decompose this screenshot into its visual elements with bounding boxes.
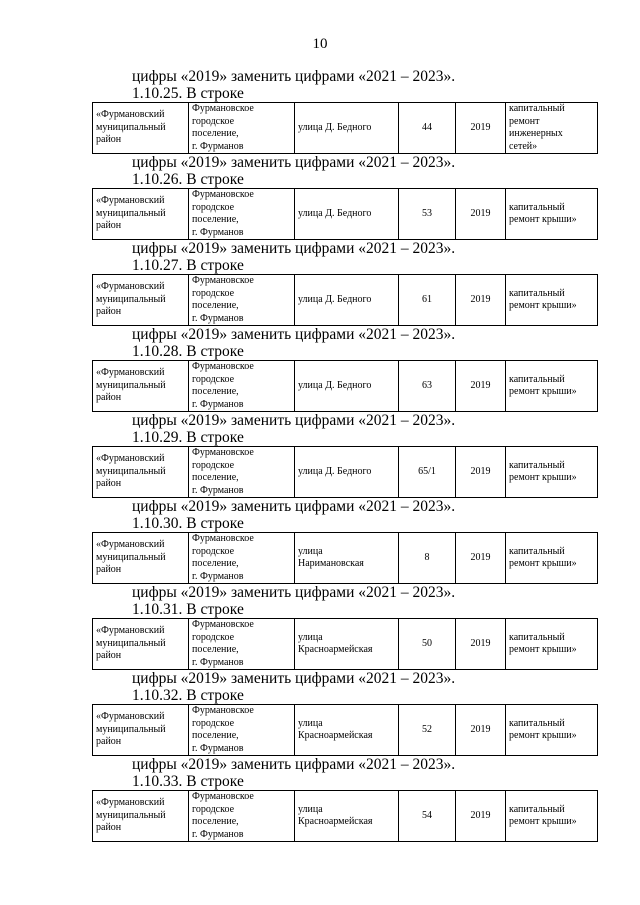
work-cell <box>506 533 598 584</box>
settlement-cell <box>189 103 295 154</box>
work-line: ремонт крыши» <box>509 386 577 397</box>
replace-instruction: цифры «2019» заменить цифрами «2021 – 2023». <box>132 412 456 429</box>
work-line: капитальный <box>509 287 565 299</box>
district-line: район <box>96 134 122 146</box>
district-line: «Фурмановский <box>96 109 165 121</box>
street-cell <box>295 103 399 154</box>
district-line: муниципальный <box>96 207 166 219</box>
street-cell <box>295 361 399 412</box>
work-line: ремонт крыши» <box>509 214 577 225</box>
district-line: «Фурмановский <box>96 797 165 809</box>
work-line: инженерных <box>509 128 563 139</box>
house-cell: 50 <box>399 619 456 670</box>
district-cell <box>93 705 189 756</box>
settlement-line: Фурмановское <box>192 447 254 458</box>
settlement-line: Фурмановское <box>192 533 254 544</box>
street-cell <box>295 791 399 842</box>
settlement-cell <box>189 189 295 240</box>
year-cell: 2019 <box>456 189 506 240</box>
settlement-line: Фурмановское <box>192 705 254 716</box>
street-line: улица <box>298 545 323 557</box>
district-line: муниципальный <box>96 379 166 391</box>
street-line: Красноармейская <box>298 816 373 827</box>
work-line: ремонт крыши» <box>509 472 577 483</box>
table-row <box>92 790 598 842</box>
settlement-line: городское <box>192 803 235 815</box>
section-heading: 1.10.29. В строке <box>132 429 244 446</box>
work-cell <box>506 103 598 154</box>
settlement-cell <box>189 275 295 326</box>
district-line: «Фурмановский <box>96 453 165 465</box>
settlement-line: г. Фурманов <box>192 656 244 668</box>
district-cell <box>93 103 189 154</box>
district-line: «Фурмановский <box>96 711 165 723</box>
street-line: Красноармейская <box>298 730 373 741</box>
settlement-line: поселение, <box>192 730 239 741</box>
street-line: улица Д. Бедного <box>298 121 372 133</box>
replace-instruction: цифры «2019» заменить цифрами «2021 – 2023». <box>132 240 456 257</box>
work-line: ремонт крыши» <box>509 730 577 741</box>
settlement-line: поселение, <box>192 128 239 139</box>
settlement-line: г. Фурманов <box>192 828 244 840</box>
district-line: район <box>96 650 122 662</box>
section-heading: 1.10.33. В строке <box>132 773 244 790</box>
work-line: ремонт крыши» <box>509 558 577 569</box>
district-line: «Фурмановский <box>96 367 165 379</box>
year-cell: 2019 <box>456 103 506 154</box>
house-cell: 8 <box>399 533 456 584</box>
section-heading: 1.10.32. В строке <box>132 687 244 704</box>
settlement-line: поселение, <box>192 472 239 483</box>
settlement-line: городское <box>192 115 235 127</box>
settlement-cell <box>189 619 295 670</box>
work-line: капитальный <box>509 459 565 471</box>
district-cell <box>93 533 189 584</box>
settlement-line: городское <box>192 287 235 299</box>
settlement-cell <box>189 705 295 756</box>
settlement-line: поселение, <box>192 558 239 569</box>
table-row <box>92 704 598 756</box>
district-line: район <box>96 822 122 834</box>
house-cell: 65/1 <box>399 447 456 498</box>
replace-instruction: цифры «2019» заменить цифрами «2021 – 2023». <box>132 584 456 601</box>
work-cell <box>506 361 598 412</box>
house-cell: 54 <box>399 791 456 842</box>
district-line: муниципальный <box>96 809 166 821</box>
settlement-line: городское <box>192 373 235 385</box>
work-line: капитальный <box>509 201 565 213</box>
district-cell <box>93 361 189 412</box>
district-line: район <box>96 306 122 318</box>
replace-instruction: цифры «2019» заменить цифрами «2021 – 2023». <box>132 498 456 515</box>
district-line: «Фурмановский <box>96 195 165 207</box>
district-line: муниципальный <box>96 723 166 735</box>
work-line: капитальный <box>509 803 565 815</box>
settlement-line: г. Фурманов <box>192 226 244 238</box>
district-line: район <box>96 564 122 576</box>
street-cell <box>295 189 399 240</box>
year-cell: 2019 <box>456 705 506 756</box>
work-line: ремонт крыши» <box>509 300 577 311</box>
settlement-line: Фурмановское <box>192 189 254 200</box>
settlement-cell <box>189 447 295 498</box>
document-body <box>92 68 580 842</box>
district-line: муниципальный <box>96 551 166 563</box>
year-cell: 2019 <box>456 619 506 670</box>
section-heading: 1.10.27. В строке <box>132 257 244 274</box>
settlement-line: Фурмановское <box>192 103 254 114</box>
district-line: «Фурмановский <box>96 539 165 551</box>
street-line: улица Д. Бедного <box>298 379 372 391</box>
house-cell: 53 <box>399 189 456 240</box>
district-line: муниципальный <box>96 465 166 477</box>
work-line: ремонт крыши» <box>509 816 577 827</box>
work-cell <box>506 791 598 842</box>
settlement-line: городское <box>192 631 235 643</box>
street-line: улица Д. Бедного <box>298 207 372 219</box>
settlement-line: городское <box>192 545 235 557</box>
settlement-cell <box>189 361 295 412</box>
settlement-line: г. Фурманов <box>192 140 244 152</box>
work-line: сетей» <box>509 140 538 152</box>
district-line: «Фурмановский <box>96 625 165 637</box>
district-line: муниципальный <box>96 637 166 649</box>
settlement-line: Фурмановское <box>192 361 254 372</box>
district-line: муниципальный <box>96 121 166 133</box>
street-line: улица Д. Бедного <box>298 293 372 305</box>
street-line: улица <box>298 717 323 729</box>
settlement-line: Фурмановское <box>192 275 254 286</box>
district-line: муниципальный <box>96 293 166 305</box>
house-cell: 61 <box>399 275 456 326</box>
settlement-line: поселение, <box>192 386 239 397</box>
work-cell <box>506 619 598 670</box>
work-line: капитальный <box>509 373 565 385</box>
work-cell <box>506 275 598 326</box>
street-line: улица <box>298 803 323 815</box>
street-line: Наримановская <box>298 558 364 569</box>
street-cell <box>295 619 399 670</box>
year-cell: 2019 <box>456 533 506 584</box>
work-line: капитальный <box>509 103 565 114</box>
work-cell <box>506 189 598 240</box>
year-cell: 2019 <box>456 361 506 412</box>
work-line: ремонт крыши» <box>509 644 577 655</box>
table-row <box>92 102 598 154</box>
settlement-line: Фурмановское <box>192 619 254 630</box>
street-cell <box>295 705 399 756</box>
replace-instruction: цифры «2019» заменить цифрами «2021 – 2023». <box>132 670 456 687</box>
section-heading: 1.10.26. В строке <box>132 171 244 188</box>
table-row <box>92 618 598 670</box>
table-row <box>92 274 598 326</box>
table-row <box>92 446 598 498</box>
replace-instruction: цифры «2019» заменить цифрами «2021 – 2023». <box>132 326 456 343</box>
street-line: улица Д. Бедного <box>298 465 372 477</box>
settlement-line: г. Фурманов <box>192 742 244 754</box>
street-cell <box>295 447 399 498</box>
section-heading: 1.10.25. В строке <box>132 85 244 102</box>
street-cell <box>295 533 399 584</box>
street-cell <box>295 275 399 326</box>
replace-instruction: цифры «2019» заменить цифрами «2021 – 2023». <box>132 756 456 773</box>
settlement-line: поселение, <box>192 816 239 827</box>
settlement-line: поселение, <box>192 300 239 311</box>
table-row <box>92 360 598 412</box>
year-cell: 2019 <box>456 447 506 498</box>
district-line: район <box>96 736 122 748</box>
table-row <box>92 532 598 584</box>
district-cell <box>93 275 189 326</box>
settlement-line: г. Фурманов <box>192 570 244 582</box>
settlement-line: городское <box>192 201 235 213</box>
house-cell: 44 <box>399 103 456 154</box>
street-line: Красноармейская <box>298 644 373 655</box>
district-cell <box>93 447 189 498</box>
year-cell: 2019 <box>456 275 506 326</box>
settlement-line: поселение, <box>192 214 239 225</box>
work-line: капитальный <box>509 545 565 557</box>
settlement-line: городское <box>192 717 235 729</box>
work-cell <box>506 447 598 498</box>
section-heading: 1.10.28. В строке <box>132 343 244 360</box>
settlement-line: городское <box>192 459 235 471</box>
page-number: 10 <box>312 36 328 52</box>
district-line: «Фурмановский <box>96 281 165 293</box>
work-line: ремонт <box>509 115 540 127</box>
district-line: район <box>96 392 122 404</box>
section-heading: 1.10.30. В строке <box>132 515 244 532</box>
house-cell: 63 <box>399 361 456 412</box>
district-cell <box>93 619 189 670</box>
year-cell: 2019 <box>456 791 506 842</box>
table-row <box>92 188 598 240</box>
district-line: район <box>96 220 122 232</box>
settlement-line: г. Фурманов <box>192 484 244 496</box>
work-line: капитальный <box>509 717 565 729</box>
section-heading: 1.10.31. В строке <box>132 601 244 618</box>
work-line: капитальный <box>509 631 565 643</box>
replace-instruction: цифры «2019» заменить цифрами «2021 – 2023». <box>132 68 456 85</box>
settlement-cell <box>189 533 295 584</box>
work-cell <box>506 705 598 756</box>
settlement-cell <box>189 791 295 842</box>
replace-instruction: цифры «2019» заменить цифрами «2021 – 2023». <box>132 154 456 171</box>
street-line: улица <box>298 631 323 643</box>
district-cell <box>93 791 189 842</box>
settlement-line: г. Фурманов <box>192 398 244 410</box>
settlement-line: г. Фурманов <box>192 312 244 324</box>
district-cell <box>93 189 189 240</box>
settlement-line: Фурмановское <box>192 791 254 802</box>
district-line: район <box>96 478 122 490</box>
house-cell: 52 <box>399 705 456 756</box>
settlement-line: поселение, <box>192 644 239 655</box>
